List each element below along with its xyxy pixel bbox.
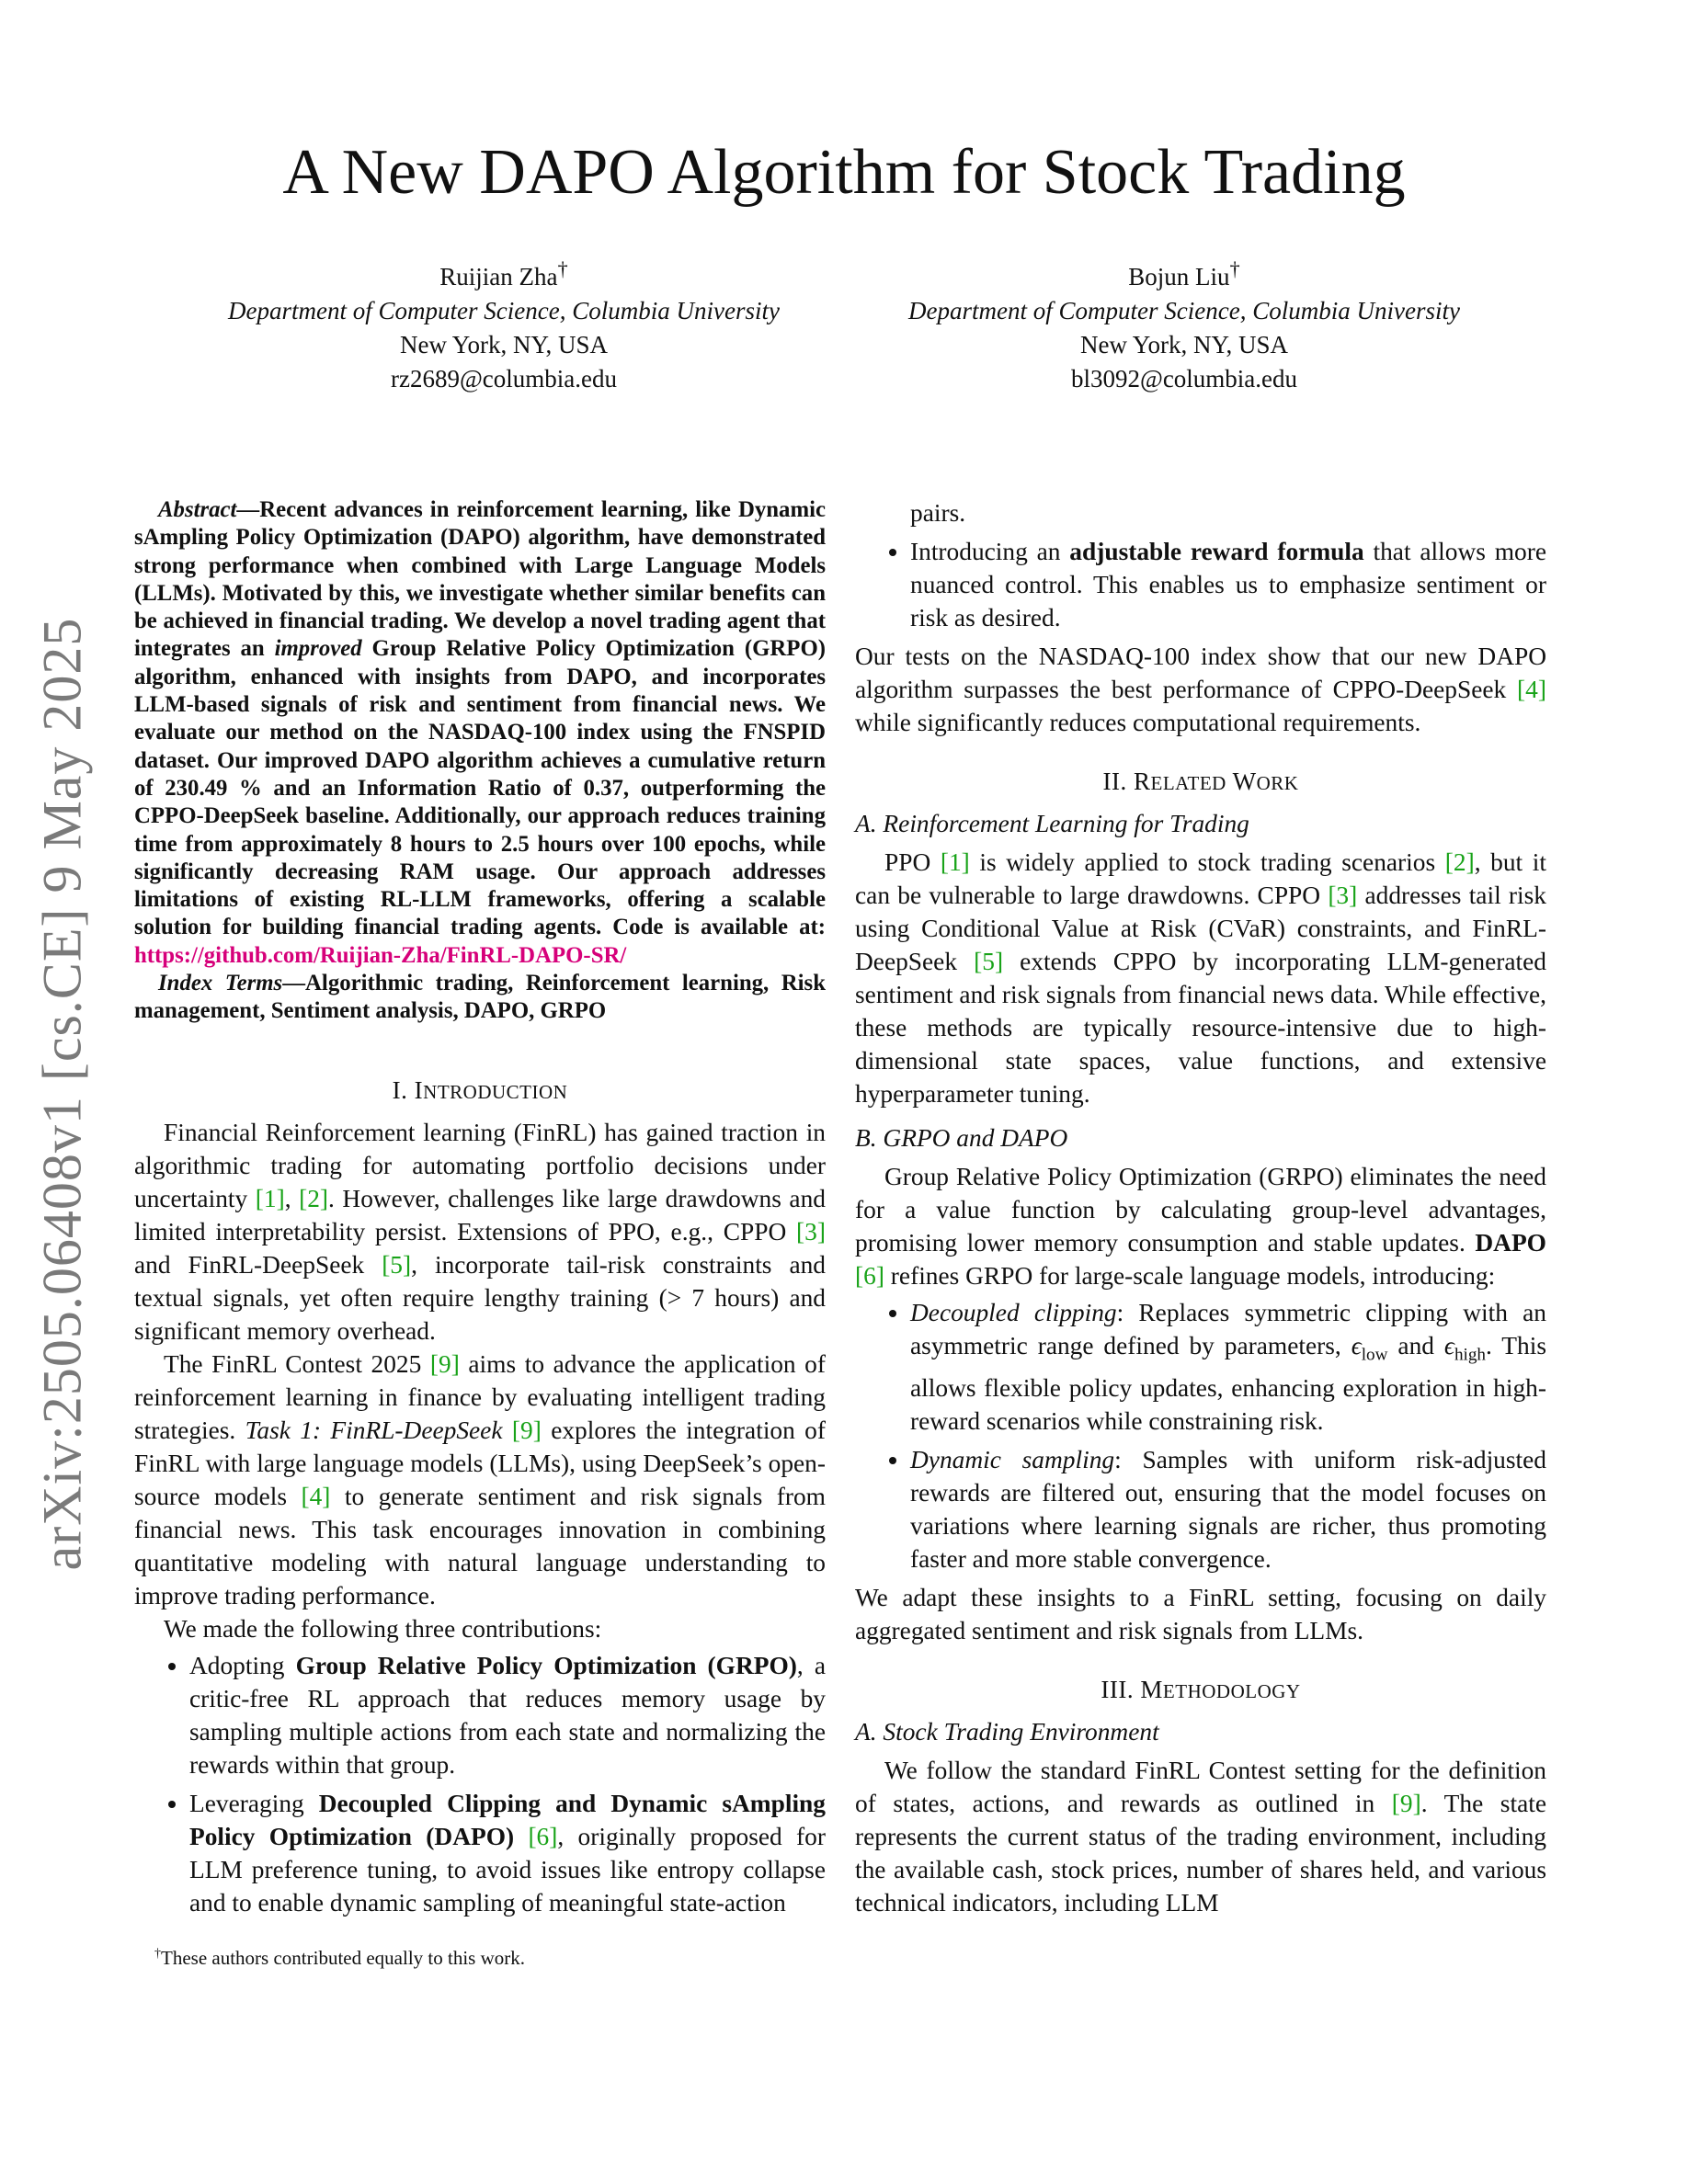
- citation[interactable]: [3]: [1328, 882, 1358, 909]
- section-number: I.: [392, 1075, 408, 1104]
- index-terms-label: Index Terms: [158, 971, 283, 996]
- author-block-2: [862, 252, 1506, 396]
- arxiv-sidebar-stamp: [26, 607, 99, 1581]
- citation[interactable]: [1]: [940, 848, 970, 876]
- contributions-list-continued: [855, 496, 1546, 634]
- section-title-related-work: [855, 765, 1546, 800]
- epsilon-symbol: ϵ: [1443, 1332, 1454, 1359]
- citation[interactable]: [5]: [974, 948, 1004, 975]
- list-item: [910, 1443, 1546, 1575]
- section-number: III.: [1101, 1676, 1135, 1704]
- citation[interactable]: [4]: [1517, 676, 1546, 703]
- text: while significantly reduces computational requirements.: [855, 709, 1421, 736]
- section-title-introduction: [134, 1074, 826, 1109]
- method-paragraph-a: [855, 1754, 1546, 1919]
- text: refines GRPO for large-scale language models, introducing:: [884, 1262, 1496, 1290]
- text: is widely applied to stock trading scenarios: [969, 848, 1445, 876]
- contributions-list: [134, 1649, 826, 1919]
- task-name: Task 1: FinRL-DeepSeek: [245, 1416, 503, 1444]
- italic-term: Decoupled clipping: [910, 1299, 1117, 1326]
- author-department: Department of Computer Science, Columbia University: [908, 297, 1460, 324]
- text: Adopting: [189, 1651, 296, 1679]
- text: The FinRL Contest 2025: [164, 1349, 430, 1378]
- author-department: Department of Computer Science, Columbia University: [228, 297, 780, 324]
- arxiv-id-label: arXiv:2505.06408v1 [cs.CE] 9 May 2025: [31, 617, 93, 1571]
- list-item: [189, 1787, 826, 1919]
- epsilon-symbol: ϵ: [1351, 1332, 1362, 1359]
- text: , a critic-free RL approach that reduces memory usage by sampling multiple actions from each state and normalizing the rewards within that group.: [189, 1651, 827, 1779]
- citation[interactable]: [9]: [429, 1349, 460, 1378]
- citation[interactable]: [3]: [796, 1217, 826, 1246]
- text: Introducing an: [910, 538, 1070, 565]
- subsection-title: A. Stock Trading Environment: [855, 1718, 1159, 1746]
- italic-term: Dynamic sampling: [910, 1446, 1115, 1474]
- subscript: high: [1454, 1345, 1487, 1365]
- section-title-rest: ELATED: [1150, 772, 1226, 794]
- text: [503, 1416, 512, 1444]
- footnote-mark: †: [154, 1947, 161, 1961]
- abstract-label: Abstract: [158, 497, 237, 522]
- section-title-methodology: [855, 1673, 1546, 1708]
- citation[interactable]: [1]: [255, 1184, 285, 1212]
- author-location: New York, NY, USA: [399, 331, 609, 358]
- text: [514, 1823, 528, 1850]
- text: aims to advance the application of reinforcement learning in finance by evaluating intelligent trading strategies.: [134, 1349, 826, 1444]
- footnote-text: These authors contributed equally to this work.: [161, 1947, 525, 1969]
- intro-paragraph-3: We made the following three contributions:: [164, 1614, 602, 1643]
- text: . However, challenges like large drawdowns and limited interpretability persist. Extensions of PPO, e.g., CPPO: [134, 1184, 826, 1246]
- subsection-title: B. GRPO and DAPO: [855, 1124, 1068, 1152]
- text: , incorporate tail-risk constraints and textual signals, yet often require lengthy training (> 7 hours) and significant memory overhead.: [134, 1250, 826, 1345]
- citation[interactable]: [9]: [1391, 1790, 1421, 1818]
- abstract-text: —Recent advances in reinforcement learning, like Dynamic sAmpling Policy Optimization (DAPO) algorithm, have demonstrated strong performance when combined with Large Language Models (LLMs). Motivated by this, we investigate whether similar benefits can be achieved in financial trading. We develop a novel trading agent that integrates an: [134, 497, 826, 662]
- abstract: [134, 496, 826, 970]
- text: Group Relative Policy Optimization (GRPO) eliminates the need for a value function by calculating group-level advantages, promising lower memory consumption and stable updates.: [855, 1163, 1546, 1257]
- section-title-rest: NTRODUCTION: [423, 1080, 568, 1103]
- abstract-emphasis: improved: [274, 636, 362, 662]
- intro-paragraph-4: [855, 640, 1546, 739]
- list-item-continued: [910, 496, 1546, 529]
- author-email[interactable]: bl3092@columbia.edu: [1070, 365, 1298, 392]
- text: We follow the standard FinRL Contest setting for the definition of states, actions, and rewards as outlined in: [855, 1757, 1546, 1818]
- dapo-features-list: [855, 1296, 1546, 1575]
- citation[interactable]: [4]: [301, 1482, 331, 1510]
- bold-text: Decoupled Clipping and Dynamic sAmpling Policy Optimization (DAPO): [189, 1789, 826, 1850]
- author-mark: †: [557, 257, 568, 280]
- text: : Replaces symmetric clipping with an asymmetric range defined by parameters,: [910, 1299, 1546, 1359]
- text: to generate sentiment and risk signals from financial news. This task encourages innovation in combining quantitative modeling with natural language understanding to improve trading performance.: [134, 1482, 826, 1610]
- index-terms-text: —Algorithmic trading, Reinforcement learning, Risk management, Sentiment analysis, DAPO, GRPO: [134, 971, 826, 1024]
- bold-text: adjustable reward formula: [1069, 538, 1364, 565]
- bold-text: DAPO: [1475, 1229, 1546, 1257]
- index-terms: [134, 970, 826, 1026]
- text: extends CPPO by incorporating LLM-generated sentiment and risk signals from financial news data. While effective, these methods are typically resource-intensive due to high-dimensional state spaces, value functions, and extensive hyperparameter tuning.: [855, 948, 1546, 1108]
- text: Leveraging: [189, 1789, 319, 1817]
- text: Financial Reinforcement learning (FinRL) has gained traction in algorithmic trading for automating portfolio decisions under uncertainty: [134, 1118, 826, 1212]
- citation[interactable]: [2]: [1444, 848, 1475, 876]
- citation[interactable]: [6]: [528, 1822, 558, 1850]
- left-column: [134, 496, 826, 1930]
- subsection-title: A. Reinforcement Learning for Trading: [855, 810, 1249, 837]
- section-title-initial: W: [1232, 768, 1257, 795]
- citation[interactable]: [6]: [855, 1262, 884, 1290]
- author-name: Bojun Liu: [1128, 263, 1230, 290]
- right-column: [855, 496, 1546, 1919]
- section-title-rest: ETHODOLOGY: [1162, 1680, 1301, 1703]
- text: PPO: [884, 848, 941, 876]
- related-paragraph-a: [855, 846, 1546, 1110]
- subscript: low: [1361, 1345, 1388, 1365]
- code-link[interactable]: https://github.com/Ruijian-Zha/FinRL-DAPO-SR/: [134, 942, 627, 968]
- list-item: [910, 1296, 1546, 1438]
- citation[interactable]: [5]: [382, 1250, 412, 1279]
- list-item: [189, 1649, 826, 1781]
- footnote: [154, 1947, 525, 1970]
- text: and: [1387, 1332, 1444, 1359]
- citation[interactable]: [2]: [299, 1184, 329, 1212]
- text: , originally proposed for LLM preference tuning, to avoid issues like entropy collapse and to enable dynamic sampling of meaningful state-action: [189, 1822, 826, 1917]
- text: . The state represents the current status of the trading environment, including the available cash, stock prices, number of shares held, and various technical indicators, including LLM: [855, 1790, 1546, 1917]
- section-number: II.: [1102, 768, 1127, 795]
- author-block-1: [182, 252, 826, 396]
- related-paragraph-b: [855, 1160, 1546, 1292]
- bold-text: Group Relative Policy Optimization (GRPO): [295, 1651, 797, 1679]
- text: : Samples with uniform risk-adjusted rewards are filtered out, ensuring that the model focuses on variations where learning signals are richer, thus promoting faster and more stable convergence.: [910, 1446, 1547, 1574]
- abstract-text-2: Group Relative Policy Optimization (GRPO) algorithm, enhanced with insights from DAPO, and incorporates LLM-based signals of risk and sentiment from financial news. We evaluate our method on the NASDAQ-100 index using the FNSPID dataset. Our improved DAPO algorithm achieves a cumulative return of 230.49 % and an Information Ratio of 0.37, outperforming the CPPO-DeepSeek baseline. Additionally, our approach reduces training time from approximately 8 hours to 2.5 hours over 100 epochs, while significantly decreasing RAM usage. Our approach addresses limitations of existing RL-LLM frameworks, offering a scalable solution for building financial trading agents. Code is available at:: [134, 636, 826, 940]
- intro-paragraph-2: [134, 1348, 826, 1612]
- text: Our tests on the NASDAQ-100 index show that our new DAPO algorithm surpasses the best performance of CPPO-DeepSeek: [855, 643, 1546, 703]
- text: and FinRL-DeepSeek: [134, 1250, 382, 1279]
- paper-title: A New DAPO Algorithm for Stock Trading: [282, 137, 1406, 208]
- intro-paragraph-1: [134, 1116, 826, 1348]
- section-title-rest: ORK: [1256, 772, 1299, 794]
- author-mark: †: [1229, 257, 1240, 280]
- text: addresses tail risk using Conditional Value at Risk (CVaR) constraints, and FinRL-DeepSeek: [855, 882, 1547, 975]
- text: explores the integration of FinRL with large language models (LLMs), using DeepSeek’s open-source models: [134, 1416, 826, 1510]
- section-title-initial: R: [1134, 768, 1151, 795]
- text: . This allows flexible policy updates, enhancing exploration in high-reward scenarios while constraining risk.: [910, 1332, 1546, 1436]
- author-name: Ruijian Zha: [439, 263, 558, 290]
- author-location: New York, NY, USA: [1079, 331, 1289, 358]
- author-email[interactable]: rz2689@columbia.edu: [390, 365, 618, 392]
- section-title-initial: I: [414, 1075, 424, 1104]
- list-item: [910, 535, 1546, 634]
- text: that allows more nuanced control. This enables us to emphasize sentiment or risk as desired.: [910, 538, 1546, 631]
- section-title-initial: M: [1140, 1676, 1163, 1704]
- text: , but it can be vulnerable to large drawdowns. CPPO: [855, 848, 1546, 909]
- related-paragraph-c: We adapt these insights to a FinRL setting, focusing on daily aggregated sentiment and risk signals from LLMs.: [855, 1584, 1546, 1645]
- text: pairs.: [910, 499, 966, 527]
- citation[interactable]: [9]: [511, 1416, 542, 1444]
- text: ,: [284, 1184, 300, 1212]
